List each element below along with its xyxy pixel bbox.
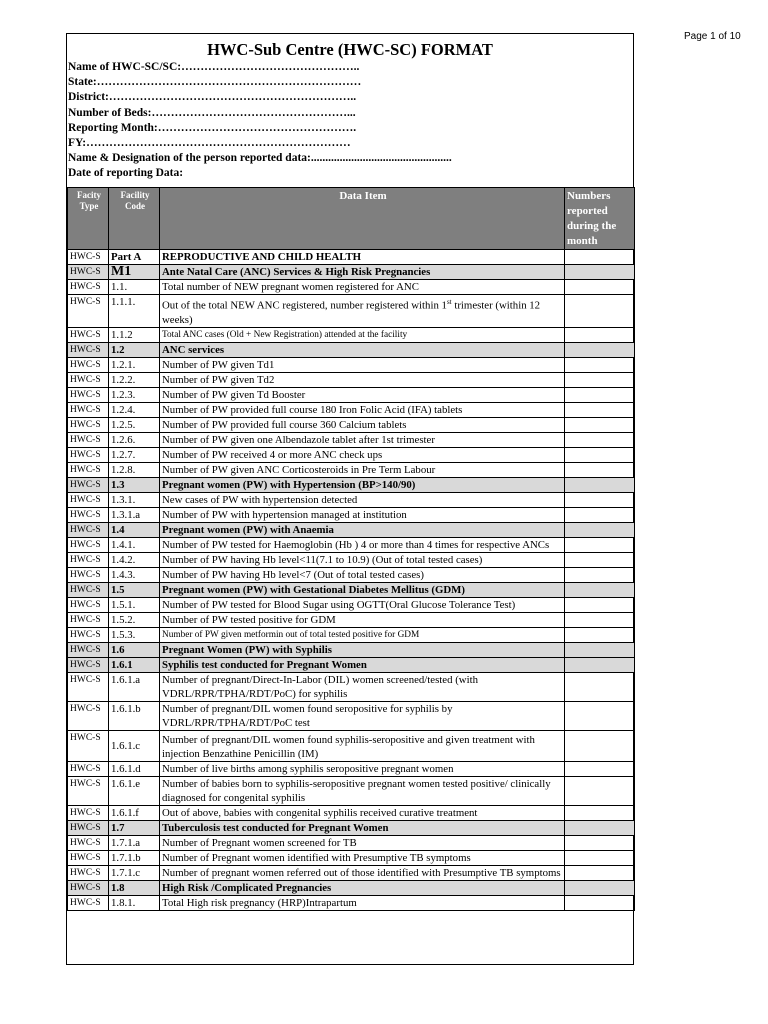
numbers-input-cell[interactable] [565, 327, 635, 342]
numbers-input-cell[interactable] [565, 895, 635, 910]
table-row [68, 522, 635, 537]
numbers-input-cell[interactable] [565, 492, 635, 507]
facility-code-cell: 1.7 [109, 820, 160, 835]
facility-code-cell: 1.1.2 [109, 327, 160, 342]
data-item-cell: Number of pregnant/DIL women found syphilis-seropositive and given treatment with injection Benzathine Penicillin (IM) [160, 730, 565, 761]
facility-type-cell: HWC-S [68, 657, 109, 672]
facility-code-cell: 1.6.1.c [109, 730, 160, 761]
facility-type-cell: HWC-S [68, 372, 109, 387]
table-row [68, 895, 635, 910]
table-row [68, 417, 635, 432]
field-district[interactable]: District:……………………………………………………….. [68, 91, 357, 104]
table-row [68, 835, 635, 850]
facility-code-cell: 1.2 [109, 342, 160, 357]
numbers-input-cell[interactable] [565, 820, 635, 835]
data-item-cell: Number of PW tested for Blood Sugar using OGTT(Oral Glucose Tolerance Test) [160, 597, 565, 612]
numbers-input-cell[interactable] [565, 761, 635, 776]
table-row [68, 462, 635, 477]
numbers-input-cell[interactable] [565, 447, 635, 462]
table-row [68, 402, 635, 417]
numbers-input-cell[interactable] [565, 805, 635, 820]
table-row [68, 295, 635, 328]
table-row [68, 567, 635, 582]
table-row [68, 642, 635, 657]
table-row [68, 865, 635, 880]
numbers-input-cell[interactable] [565, 582, 635, 597]
numbers-input-cell[interactable] [565, 295, 635, 328]
superscript-st: st [446, 298, 452, 306]
facility-code-cell: 1.7.1.a [109, 835, 160, 850]
facility-type-cell: HWC-S [68, 672, 109, 701]
table-row [68, 672, 635, 701]
facility-code-cell: 1.2.7. [109, 447, 160, 462]
data-item-cell: REPRODUCTIVE AND CHILD HEALTH [160, 250, 565, 265]
facility-type-cell: HWC-S [68, 342, 109, 357]
numbers-input-cell[interactable] [565, 850, 635, 865]
table-row [68, 537, 635, 552]
facility-code-cell: 1.3 [109, 477, 160, 492]
data-item-cell: Number of PW provided full course 360 Calcium tablets [160, 417, 565, 432]
data-item-cell: ANC services [160, 342, 565, 357]
facility-code-cell: 1.2.4. [109, 402, 160, 417]
facility-type-cell: HWC-S [68, 582, 109, 597]
facility-code-cell: 1.2.2. [109, 372, 160, 387]
facility-type-cell: HWC-S [68, 701, 109, 730]
table-row [68, 552, 635, 567]
facility-code-cell: 1.6.1.e [109, 776, 160, 805]
table-body [68, 250, 635, 911]
data-item-cell: Number of PW provided full course 180 Iron Folic Acid (IFA) tablets [160, 402, 565, 417]
facility-code-cell: 1.7.1.c [109, 865, 160, 880]
table-row [68, 507, 635, 522]
field-number-of-beds[interactable]: Number of Beds:……………………………………………... [68, 106, 356, 119]
facility-code-cell: 1.1. [109, 280, 160, 295]
data-item-cell: Pregnant Women (PW) with Syphilis [160, 642, 565, 657]
facility-code-cell: 1.6.1.f [109, 805, 160, 820]
facility-type-cell: HWC-S [68, 492, 109, 507]
report-form [66, 33, 634, 965]
data-item-cell: Number of PW tested for Haemoglobin (Hb ) 4 or more than 4 times for respective ANCs [160, 537, 565, 552]
data-item-cell: Pregnant women (PW) with Hypertension (BP>140/90) [160, 477, 565, 492]
facility-code-cell: 1.2.6. [109, 432, 160, 447]
data-item-cell: Pregnant women (PW) with Gestational Diabetes Mellitus (GDM) [160, 582, 565, 597]
data-item-cell: Total number of NEW pregnant women registered for ANC [160, 280, 565, 295]
numbers-input-cell[interactable] [565, 280, 635, 295]
facility-code-cell: 1.2.8. [109, 462, 160, 477]
data-item-cell: Number of PW with hypertension managed at institution [160, 507, 565, 522]
table-row [68, 492, 635, 507]
page-number: Page 1 of 10 [684, 31, 741, 42]
form-title: HWC-Sub Centre (HWC-SC) FORMAT [207, 40, 493, 59]
facility-type-cell: HWC-S [68, 357, 109, 372]
table-row [68, 280, 635, 295]
facility-code-cell: 1.3.1.a [109, 507, 160, 522]
facility-type-cell: HWC-S [68, 880, 109, 895]
facility-type-cell: HWC-S [68, 250, 109, 265]
facility-type-cell: HWC-S [68, 417, 109, 432]
facility-type-cell: HWC-S [68, 387, 109, 402]
col-header-numbers: Numbers reported during the month [565, 188, 635, 250]
facility-code-cell: 1.1.1. [109, 295, 160, 328]
table-row [68, 387, 635, 402]
facility-type-cell: HWC-S [68, 447, 109, 462]
facility-type-cell: HWC-S [68, 295, 109, 328]
numbers-input-cell[interactable] [565, 835, 635, 850]
data-item-cell: Out of the total NEW ANC registered, number registered within 1st trimester (within 12 weeks) [160, 295, 565, 328]
numbers-input-cell[interactable] [565, 250, 635, 265]
col-header-facility-type: Facity Type [68, 188, 109, 250]
facility-type-cell: HWC-S [68, 280, 109, 295]
table-row [68, 357, 635, 372]
numbers-input-cell[interactable] [565, 597, 635, 612]
data-item-cell: Number of PW given one Albendazole tablet after 1st trimester [160, 432, 565, 447]
facility-type-cell: HWC-S [68, 507, 109, 522]
facility-type-cell: HWC-S [68, 567, 109, 582]
numbers-input-cell[interactable] [565, 642, 635, 657]
numbers-input-cell[interactable] [565, 342, 635, 357]
facility-type-cell: HWC-S [68, 522, 109, 537]
table-row [68, 612, 635, 627]
numbers-input-cell[interactable] [565, 477, 635, 492]
facility-type-cell: HWC-S [68, 265, 109, 280]
table-row [68, 372, 635, 387]
header-fields [67, 60, 633, 182]
data-item-cell: Number of PW tested positive for GDM [160, 612, 565, 627]
numbers-input-cell[interactable] [565, 730, 635, 761]
table-row [68, 761, 635, 776]
field-fy[interactable]: FY:…………………………………………………………… [68, 137, 351, 150]
numbers-input-cell[interactable] [565, 612, 635, 627]
data-item-cell: Pregnant women (PW) with Anaemia [160, 522, 565, 537]
data-item-cell: Tuberculosis test conducted for Pregnant Women [160, 820, 565, 835]
table-row [68, 265, 635, 280]
data-item-cell: Number of PW given Td1 [160, 357, 565, 372]
facility-code-cell: 1.2.3. [109, 387, 160, 402]
table-row [68, 701, 635, 730]
numbers-input-cell[interactable] [565, 357, 635, 372]
facility-code-cell: 1.8 [109, 880, 160, 895]
table-row [68, 447, 635, 462]
data-item-cell: Number of PW having Hb level<7 (Out of total tested cases) [160, 567, 565, 582]
data-item-cell: Number of PW given metformin out of total tested positive for GDM [160, 627, 565, 642]
table-row [68, 850, 635, 865]
numbers-input-cell[interactable] [565, 402, 635, 417]
numbers-input-cell[interactable] [565, 627, 635, 642]
facility-code-cell: 1.2.5. [109, 417, 160, 432]
table-row [68, 776, 635, 805]
table-row [68, 432, 635, 447]
facility-type-cell: HWC-S [68, 776, 109, 805]
data-item-cell: Total ANC cases (Old + New Registration) attended at the facility [160, 327, 565, 342]
facility-type-cell: HWC-S [68, 537, 109, 552]
facility-type-cell: HWC-S [68, 805, 109, 820]
numbers-input-cell[interactable] [565, 672, 635, 701]
facility-type-cell: HWC-S [68, 552, 109, 567]
facility-type-cell: HWC-S [68, 820, 109, 835]
numbers-input-cell[interactable] [565, 567, 635, 582]
field-reporting-month[interactable]: Reporting Month:……………………………………………. [68, 121, 357, 134]
numbers-input-cell[interactable] [565, 522, 635, 537]
field-state[interactable]: State:…………………………………………………………… [68, 76, 362, 89]
table-row [68, 627, 635, 642]
col-header-data-item: Data Item [160, 188, 565, 250]
numbers-input-cell[interactable] [565, 865, 635, 880]
data-item-cell: Number of PW given Td2 [160, 372, 565, 387]
table-row [68, 597, 635, 612]
facility-type-cell: HWC-S [68, 865, 109, 880]
data-item-cell: High Risk /Complicated Pregnancies [160, 880, 565, 895]
facility-code-cell: 1.6.1 [109, 657, 160, 672]
facility-type-cell: HWC-S [68, 462, 109, 477]
facility-code-cell: 1.5.2. [109, 612, 160, 627]
table-row [68, 805, 635, 820]
table-row [68, 327, 635, 342]
data-item-cell: Total High risk pregnancy (HRP)Intrapartum [160, 895, 565, 910]
field-reporter-name[interactable]: Name & Designation of the person reported data:................................................. [68, 152, 452, 165]
numbers-input-cell[interactable] [565, 372, 635, 387]
facility-code-cell: M1 [109, 265, 160, 280]
facility-code-cell: 1.3.1. [109, 492, 160, 507]
facility-code-cell: 1.4 [109, 522, 160, 537]
data-item-cell: Number of PW received 4 or more ANC check ups [160, 447, 565, 462]
data-item-cell: Number of babies born to syphilis-seropositive pregnant women tested positive/ clinically diagnosed for congenital syphilis [160, 776, 565, 805]
facility-code-cell: 1.8.1. [109, 895, 160, 910]
data-item-cell: New cases of PW with hypertension detected [160, 492, 565, 507]
facility-code-cell: 1.2.1. [109, 357, 160, 372]
facility-code-cell: 1.6.1.b [109, 701, 160, 730]
numbers-input-cell[interactable] [565, 507, 635, 522]
data-item-cell: Number of PW given Td Booster [160, 387, 565, 402]
facility-code-cell: 1.4.3. [109, 567, 160, 582]
numbers-input-cell[interactable] [565, 776, 635, 805]
data-item-cell: Number of live births among syphilis seropositive pregnant women [160, 761, 565, 776]
numbers-input-cell[interactable] [565, 552, 635, 567]
facility-code-cell: 1.4.2. [109, 552, 160, 567]
facility-type-cell: HWC-S [68, 835, 109, 850]
facility-code-cell: 1.7.1.b [109, 850, 160, 865]
data-item-cell: Number of pregnant/Direct-In-Labor (DIL) women screened/tested (with VDRL/RPR/TPHA/RDT/PoC) for syphilis [160, 672, 565, 701]
col-header-facility-code: Facility Code [109, 188, 160, 250]
data-item-cell: Number of pregnant women referred out of those identified with Presumptive TB symptoms [160, 865, 565, 880]
facility-type-cell: HWC-S [68, 612, 109, 627]
facility-type-cell: HWC-S [68, 477, 109, 492]
data-item-cell: Number of pregnant/DIL women found seropositive for syphilis by VDRL/RPR/TPHA/RDT/PoC test [160, 701, 565, 730]
data-item-cell: Number of Pregnant women identified with Presumptive TB symptoms [160, 850, 565, 865]
numbers-input-cell[interactable] [565, 432, 635, 447]
field-reporting-date[interactable]: Date of reporting Data: [68, 167, 184, 180]
table-row [68, 582, 635, 597]
facility-code-cell: 1.5.1. [109, 597, 160, 612]
facility-type-cell: HWC-S [68, 432, 109, 447]
data-item-cell: Syphilis test conducted for Pregnant Women [160, 657, 565, 672]
data-item-cell: Ante Natal Care (ANC) Services & High Risk Pregnancies [160, 265, 565, 280]
numbers-input-cell[interactable] [565, 880, 635, 895]
data-table [67, 187, 635, 911]
numbers-input-cell[interactable] [565, 462, 635, 477]
facility-type-cell: HWC-S [68, 895, 109, 910]
facility-code-cell: 1.6.1.a [109, 672, 160, 701]
table-row [68, 820, 635, 835]
facility-code-cell: 1.5.3. [109, 627, 160, 642]
numbers-input-cell[interactable] [565, 387, 635, 402]
data-item-cell: Number of PW given ANC Corticosteroids in Pre Term Labour [160, 462, 565, 477]
facility-type-cell: HWC-S [68, 402, 109, 417]
table-row [68, 730, 635, 761]
table-row [68, 880, 635, 895]
facility-type-cell: HWC-S [68, 850, 109, 865]
facility-code-cell: 1.4.1. [109, 537, 160, 552]
facility-type-cell: HWC-S [68, 627, 109, 642]
table-row [68, 477, 635, 492]
facility-type-cell: HWC-S [68, 730, 109, 761]
table-row [68, 250, 635, 265]
data-item-cell: Number of PW having Hb level<11(7.1 to 10.9) (Out of total tested cases) [160, 552, 565, 567]
facility-type-cell: HWC-S [68, 597, 109, 612]
facility-code-cell: 1.6 [109, 642, 160, 657]
numbers-input-cell[interactable] [565, 265, 635, 280]
numbers-input-cell[interactable] [565, 537, 635, 552]
numbers-input-cell[interactable] [565, 657, 635, 672]
table-row [68, 657, 635, 672]
facility-type-cell: HWC-S [68, 642, 109, 657]
numbers-input-cell[interactable] [565, 417, 635, 432]
facility-code-cell: 1.6.1.d [109, 761, 160, 776]
facility-code-cell: 1.5 [109, 582, 160, 597]
numbers-input-cell[interactable] [565, 701, 635, 730]
facility-code-cell: Part A [109, 250, 160, 265]
data-item-cell: Out of above, babies with congenital syphilis received curative treatment [160, 805, 565, 820]
data-item-cell: Number of Pregnant women screened for TB [160, 835, 565, 850]
facility-type-cell: HWC-S [68, 761, 109, 776]
facility-type-cell: HWC-S [68, 327, 109, 342]
field-hwc-name[interactable]: Name of HWC-SC/SC:……………………………………….. [68, 61, 360, 73]
table-row [68, 342, 635, 357]
